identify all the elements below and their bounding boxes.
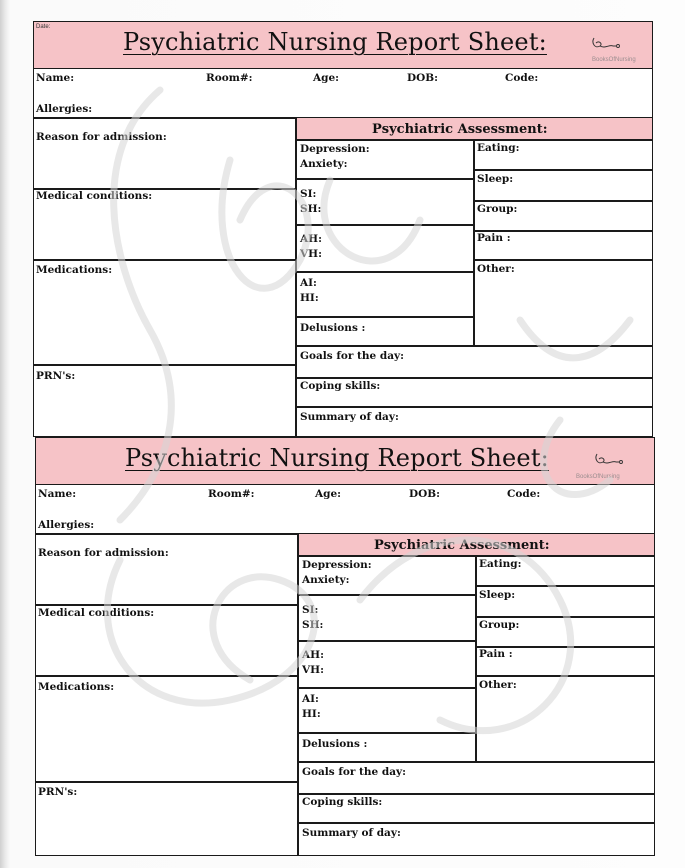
divider [298,822,655,824]
medical-label: Medical conditions: [36,190,153,202]
sleep-label: Sleep: [479,589,516,601]
stethoscope-icon [593,450,627,468]
ai-label: AI: [302,693,319,705]
delusions-label: Delusions : [300,322,366,334]
medications-label: Medications: [36,264,113,276]
room-label: Room#: [208,488,255,500]
depression-label: Depression: [302,559,372,571]
hi-label: HI: [300,292,319,304]
divider [36,604,298,606]
sleep-label: Sleep: [477,173,514,185]
goals-label: Goals for the day: [300,350,404,362]
coping-label: Coping skills: [302,796,383,808]
vh-label: VH: [302,664,324,676]
prns-label: PRN's: [38,786,78,798]
divider [298,640,476,642]
assessment-title: Psychiatric Assessment: [372,122,548,137]
prns-label: PRN's: [36,370,76,382]
name-label: Name: [36,72,75,84]
summary-label: Summary of day: [300,411,399,423]
divider [298,761,655,763]
dob-label: DOB: [407,72,439,84]
pain-label: Pain : [477,232,511,244]
divider [476,616,655,618]
brand-text: BooksOfNursing [576,474,620,480]
coping-label: Coping skills: [300,380,381,392]
divider [298,732,476,734]
reason-label: Reason for admission: [38,547,169,559]
name-label: Name: [38,488,77,500]
group-label: Group: [479,619,520,631]
date-label: Date: [36,24,51,30]
anxiety-label: Anxiety: [300,158,348,170]
sh-label: SH: [302,619,324,631]
sheet-title: Psychiatric Nursing Report Sheet: [123,28,547,56]
divider [298,555,655,557]
medications-label: Medications: [38,681,115,693]
room-label: Room#: [206,72,253,84]
ah-label: AH: [300,233,322,245]
assessment-title: Psychiatric Assessment: [374,538,550,553]
allergies-label: Allergies: [36,103,93,115]
anxiety-label: Anxiety: [302,574,350,586]
divider [476,675,655,677]
depression-label: Depression: [300,143,370,155]
ah-label: AH: [302,649,324,661]
divider [298,793,655,795]
divider [298,687,476,689]
divider [36,675,298,677]
sheet-title: Psychiatric Nursing Report Sheet: [125,444,549,472]
reason-label: Reason for admission: [36,131,167,143]
ai-label: AI: [300,277,317,289]
vh-label: VH: [300,248,322,260]
age-label: Age: [315,488,342,500]
other-label: Other: [477,263,515,275]
eating-label: Eating: [479,558,522,570]
dob-label: DOB: [409,488,441,500]
summary-label: Summary of day: [302,827,401,839]
medical-label: Medical conditions: [38,607,155,619]
si-label: SI: [302,604,319,616]
brand-text: BooksOfNursing [592,57,636,63]
delusions-label: Delusions : [302,738,368,750]
age-label: Age: [313,72,340,84]
hi-label: HI: [302,708,321,720]
group-label: Group: [477,203,518,215]
pain-label: Pain : [479,648,513,660]
code-label: Code: [505,72,539,84]
sh-label: SH: [300,203,322,215]
eating-label: Eating: [477,142,520,154]
divider [298,594,476,596]
column-divider [297,533,299,855]
other-label: Other: [479,679,517,691]
allergies-label: Allergies: [38,519,95,531]
divider [476,585,655,587]
code-label: Code: [507,488,541,500]
goals-label: Goals for the day: [302,766,406,778]
divider [36,781,298,783]
si-label: SI: [300,188,317,200]
